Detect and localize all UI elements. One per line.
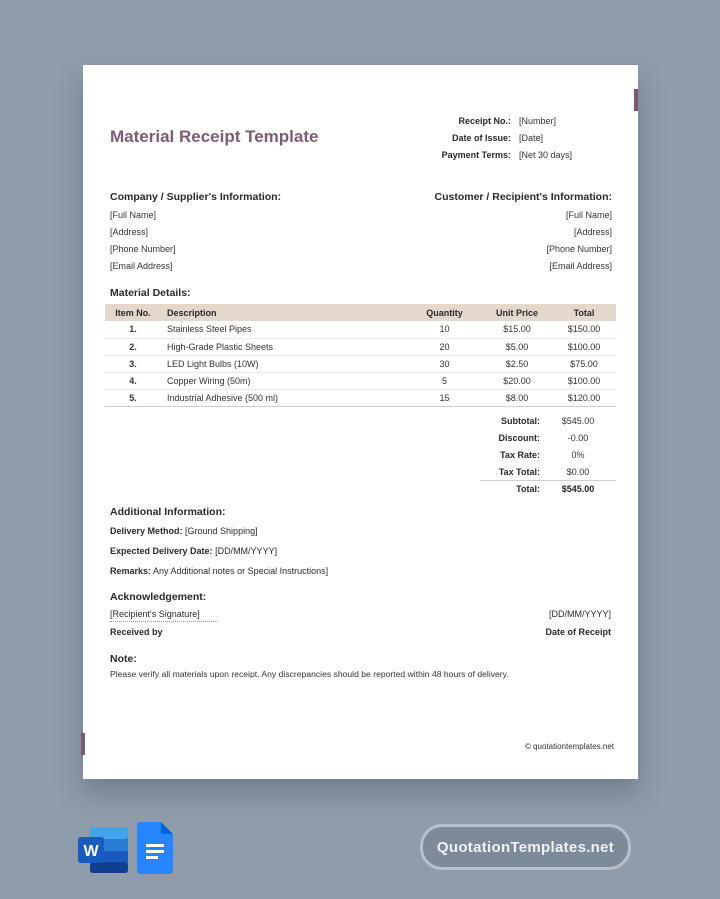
customer-heading: Customer / Recipient's Information: [434, 191, 612, 203]
expected-delivery-date [110, 546, 277, 556]
discount-row [480, 429, 616, 446]
supplier-info [110, 191, 281, 275]
receipt-no-value: [Number] [519, 116, 557, 126]
party-info [110, 191, 612, 275]
supplier-address: [Address] [110, 227, 149, 237]
item-no: 2. [105, 338, 161, 355]
tax-rate-label: Tax Rate: [500, 449, 540, 460]
table-row [105, 372, 616, 389]
table-row [105, 338, 616, 355]
item-quantity: 10 [407, 321, 482, 338]
document-title: Material Receipt Template [110, 127, 319, 146]
subtotal-row [480, 412, 616, 429]
item-total: $100.00 [552, 372, 616, 389]
item-description: LED Light Bulbs (10W) [161, 355, 407, 372]
receipt-document [83, 65, 638, 779]
item-total: $150.00 [552, 321, 616, 338]
remarks-label: Remarks: [110, 566, 152, 576]
supplier-email: [Email Address] [110, 261, 173, 271]
payment-terms-value: [Net 30 days] [519, 150, 573, 160]
customer-email: [Email Address] [549, 261, 612, 271]
supplier-full-name: [Full Name] [110, 210, 157, 220]
item-description: Stainless Steel Pipes [161, 321, 407, 338]
discount-value: -0.00 [567, 432, 589, 443]
table-header-row [105, 304, 616, 321]
payment-terms-label: Payment Terms: [441, 150, 511, 160]
item-quantity: 20 [407, 338, 482, 355]
item-description: High-Grade Plastic Sheets [161, 338, 407, 355]
material-details-heading: Material Details: [110, 287, 191, 299]
item-quantity: 30 [407, 355, 482, 372]
item-no: 1. [105, 321, 161, 338]
note-heading: Note: [110, 653, 137, 665]
discount-label: Discount: [498, 432, 540, 443]
item-no: 5. [105, 389, 161, 406]
recipient-signature: [Recipient's Signature] [110, 609, 218, 622]
accent-bar [634, 89, 638, 111]
col-quantity: Quantity [407, 304, 482, 321]
supplier-heading: Company / Supplier's Information: [110, 191, 282, 203]
item-no: 4. [105, 372, 161, 389]
item-quantity: 15 [407, 389, 482, 406]
brand-name: QuotationTemplates.net [436, 838, 615, 856]
acknowledgement-heading: Acknowledgement: [110, 591, 207, 603]
grand-total-label: Total: [516, 484, 540, 494]
remarks-value: Any Additional notes or Special Instructions] [153, 566, 329, 576]
material-table [105, 304, 616, 407]
delivery-method [110, 526, 258, 536]
tax-total-label: Tax Total: [498, 466, 540, 477]
delivery-method-value: [Ground Shipping] [185, 526, 258, 536]
item-quantity: 5 [407, 372, 482, 389]
additional-info-heading: Additional Information: [110, 506, 226, 518]
col-item-no: Item No. [105, 304, 161, 321]
tax-total-row [480, 463, 616, 480]
supplier-phone: [Phone Number] [110, 244, 176, 254]
col-unit-price: Unit Price [482, 304, 552, 321]
item-total: $120.00 [552, 389, 616, 406]
grand-total-value: $545.00 [561, 484, 595, 494]
col-total: Total [552, 304, 616, 321]
grand-total-row [480, 480, 616, 497]
customer-phone: [Phone Number] [546, 244, 612, 254]
item-unit-price: $15.00 [482, 321, 552, 338]
table-row [105, 389, 616, 406]
customer-full-name: [Full Name] [565, 210, 612, 220]
item-description: Industrial Adhesive (500 ml) [161, 389, 407, 406]
date-of-receipt-value: [DD/MM/YYYY] [548, 609, 611, 619]
tax-total-value: $0.00 [566, 466, 590, 477]
date-of-issue-label: Date of Issue: [451, 133, 511, 143]
receipt-no-label: Receipt No.: [458, 116, 511, 126]
customer-info [434, 191, 612, 275]
table-row [105, 321, 616, 338]
google-docs-icon[interactable] [137, 822, 173, 874]
brand-badge[interactable] [420, 824, 631, 870]
item-unit-price: $5.00 [482, 338, 552, 355]
date-of-receipt-label: Date of Receipt [545, 627, 611, 637]
table-row [105, 355, 616, 372]
accent-bar [81, 733, 85, 755]
remarks [110, 566, 328, 576]
delivery-method-label: Delivery Method: [110, 526, 183, 536]
item-unit-price: $8.00 [482, 389, 552, 406]
tax-rate-value: 0% [571, 449, 585, 460]
totals-block [480, 412, 616, 497]
expected-delivery-date-value: [DD/MM/YYYY] [215, 546, 278, 556]
receipt-meta [413, 113, 572, 164]
note-text: Please verify all materials upon receipt. Any discrepancies should be reported within 48 hours of delivery. [110, 669, 509, 679]
item-total: $100.00 [552, 338, 616, 355]
svg-text:W: W [83, 843, 99, 860]
subtotal-value: $545.00 [561, 415, 595, 426]
date-of-issue-value: [Date] [519, 133, 544, 143]
expected-delivery-date-label: Expected Delivery Date: [110, 546, 213, 556]
item-total: $75.00 [552, 355, 616, 372]
item-unit-price: $2.50 [482, 355, 552, 372]
item-description: Copper Wiring (50m) [161, 372, 407, 389]
subtotal-label: Subtotal: [501, 415, 540, 426]
col-description: Description [161, 304, 407, 321]
tax-rate-row [480, 446, 616, 463]
copyright: © quotationtemplates.net [524, 742, 614, 751]
item-unit-price: $20.00 [482, 372, 552, 389]
item-no: 3. [105, 355, 161, 372]
received-by-label: Received by [110, 627, 163, 637]
customer-address: [Address] [573, 227, 612, 237]
word-icon[interactable] [78, 825, 130, 875]
